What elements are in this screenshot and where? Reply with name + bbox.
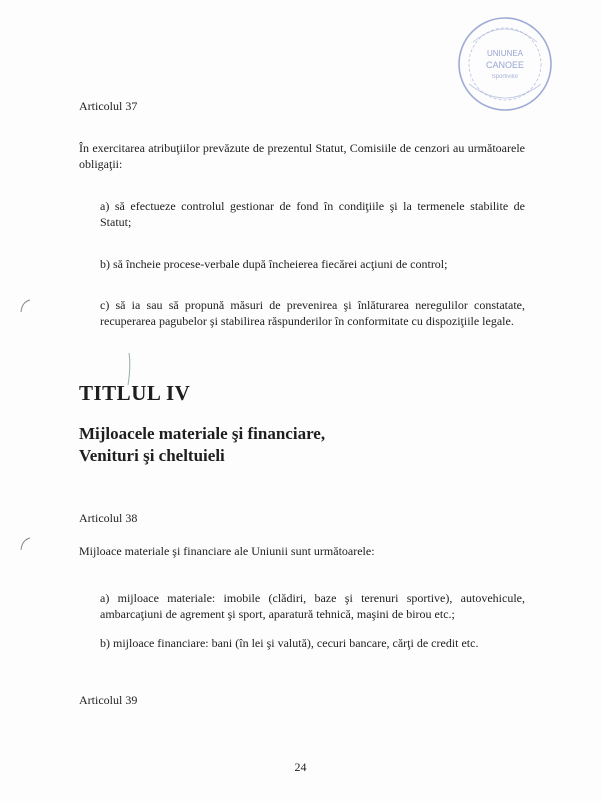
article-39-title: Articolul 39 — [79, 693, 138, 707]
article-37-title: Articolul 37 — [79, 99, 138, 113]
seal-line-2: CANOEE — [485, 60, 525, 70]
title-iv-subheading — [79, 423, 325, 467]
seal-line-1: UNIUNEA — [486, 49, 524, 58]
article-38-item-b: b) mijloace financiare: bani (în lei şi valută), cecuri bancare, cărţi de credit etc. — [100, 636, 479, 650]
article-37-item-c: c) să ia sau să propună măsuri de prevenirea şi înlăturarea neregulilor constatate, recuperarea pagubelor şi stabilirea răspunderilor în conformitate cu dispoziţiile legale. — [100, 298, 525, 328]
article-38-intro: Mijloace materiale şi financiare ale Uniunii sunt următoarele: — [79, 544, 375, 558]
scan-mark — [18, 536, 32, 554]
scan-mark — [18, 298, 32, 316]
article-37-item-b: b) să încheie procese-verbale după încheierea fiecărei acţiuni de control; — [100, 257, 448, 271]
article-37-item-a: a) să efectueze controlul gestionar de fond în condiţiile şi la termenele stabilite de Statut; — [100, 199, 525, 229]
article-38-title: Articolul 38 — [79, 511, 138, 525]
page-number: 24 — [294, 760, 307, 774]
subheading-line-2: Venituri şi cheltuieli — [79, 446, 225, 465]
article-38-item-a: a) mijloace materiale: imobile (clădiri, baze şi terenuri sportive), autovehicule, ambarcaţiuni de agrement şi sport, aparatură tehnică, maşini de birou etc.; — [100, 591, 525, 621]
subheading-line-1: Mijloacele materiale şi financiare, — [79, 424, 326, 443]
article-37-intro: În exercitarea atribuţiilor prevăzute de prezentul Statut, Comisiile de cenzori au următoarele obligaţii: — [79, 141, 525, 171]
seal-line-3: Sportivilor — [491, 74, 519, 80]
title-iv-heading: TITLUL IV — [79, 381, 191, 405]
